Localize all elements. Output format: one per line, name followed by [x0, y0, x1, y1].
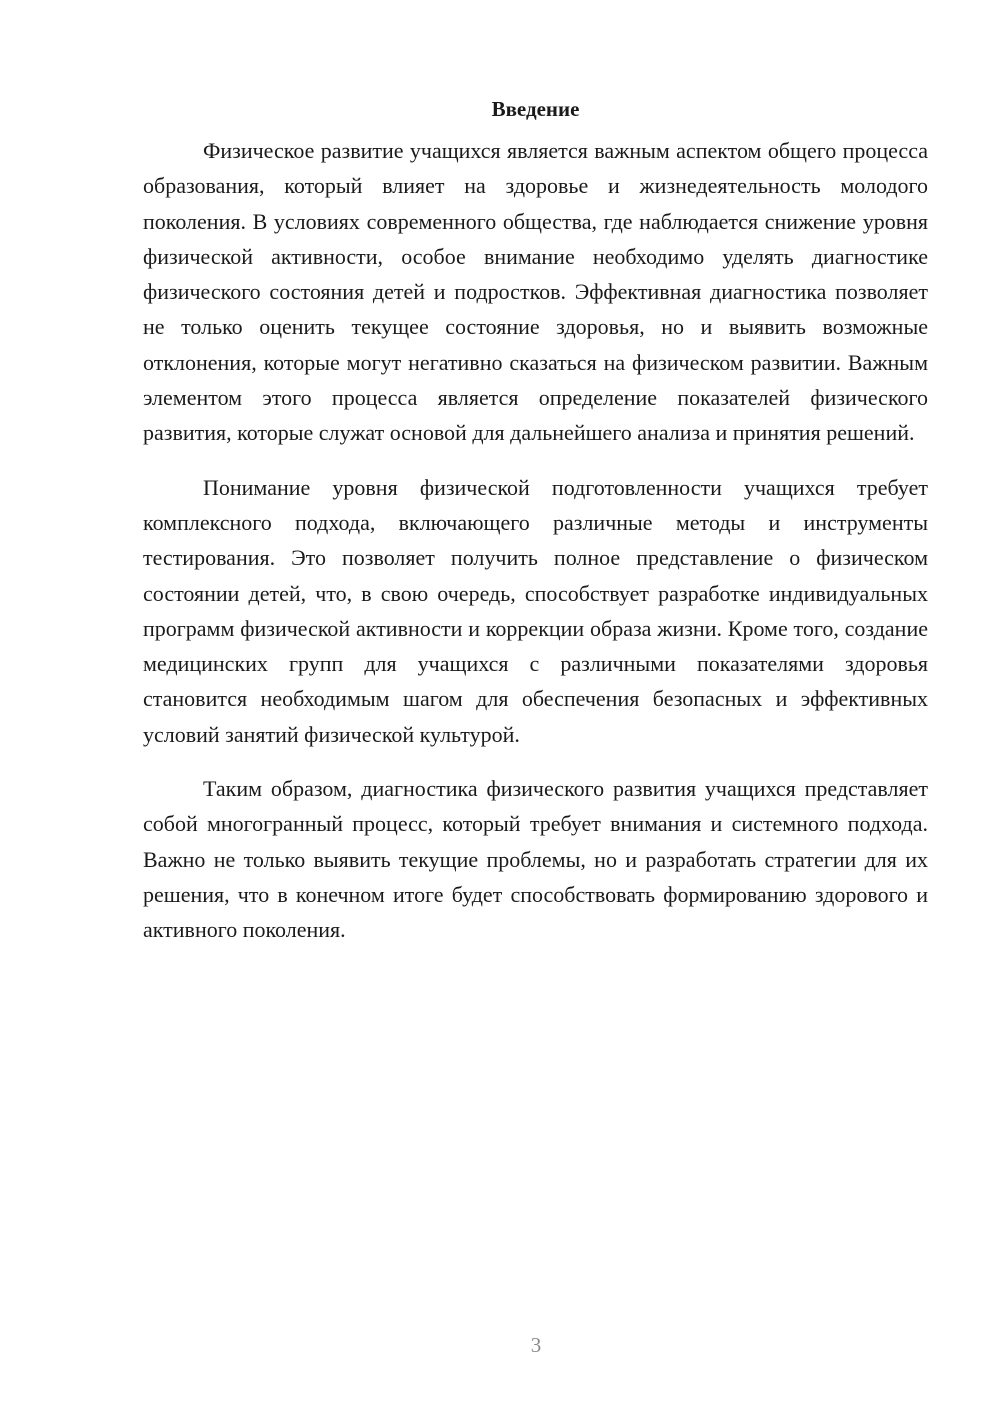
section-title: Введение [491, 97, 580, 121]
paragraph-3: Таким образом, диагностика физического развития учащихся представляет собой многогранный процесс, который требует внимания и системного подхода. Важно не только выявить текущие проблемы, но и разработать стратегии для их решения, что в конечном итоге будет способствовать формированию здорового и активного поколения. [143, 776, 928, 943]
paragraph-1: Физическое развитие учащихся является важным аспектом общего процесса образования, который влияет на здоровье и жизнедеятельность молодого поколения. В условиях современного общества, где наблюдается снижение уровня физической активности, особое внимание необходимо уделять диагностике физического состояния детей и подростков. Эффективная диагностика позволяет не только оценить текущее состояние здоровья, но и выявить возможные отклонения, которые могут негативно сказаться на физическом развитии. Важным элементом этого процесса является определение показателей физического развития, которые служат основой для дальнейшего анализа и принятия решений. [143, 138, 928, 446]
document-body [143, 92, 928, 967]
page-number: 3 [530, 1333, 542, 1357]
paragraph-2: Понимание уровня физической подготовленности учащихся требует комплексного подхода, включающего различные методы и инструменты тестирования. Это позволяет получить полное представление о физическом состоянии детей, что, в свою очередь, способствует разработке индивидуальных программ физической активности и коррекции образа жизни. Кроме того, создание медицинских групп для учащихся с различными показателями здоровья становится необходимым шагом для обеспечения безопасных и эффективных условий занятий физической культурой. [143, 474, 928, 747]
